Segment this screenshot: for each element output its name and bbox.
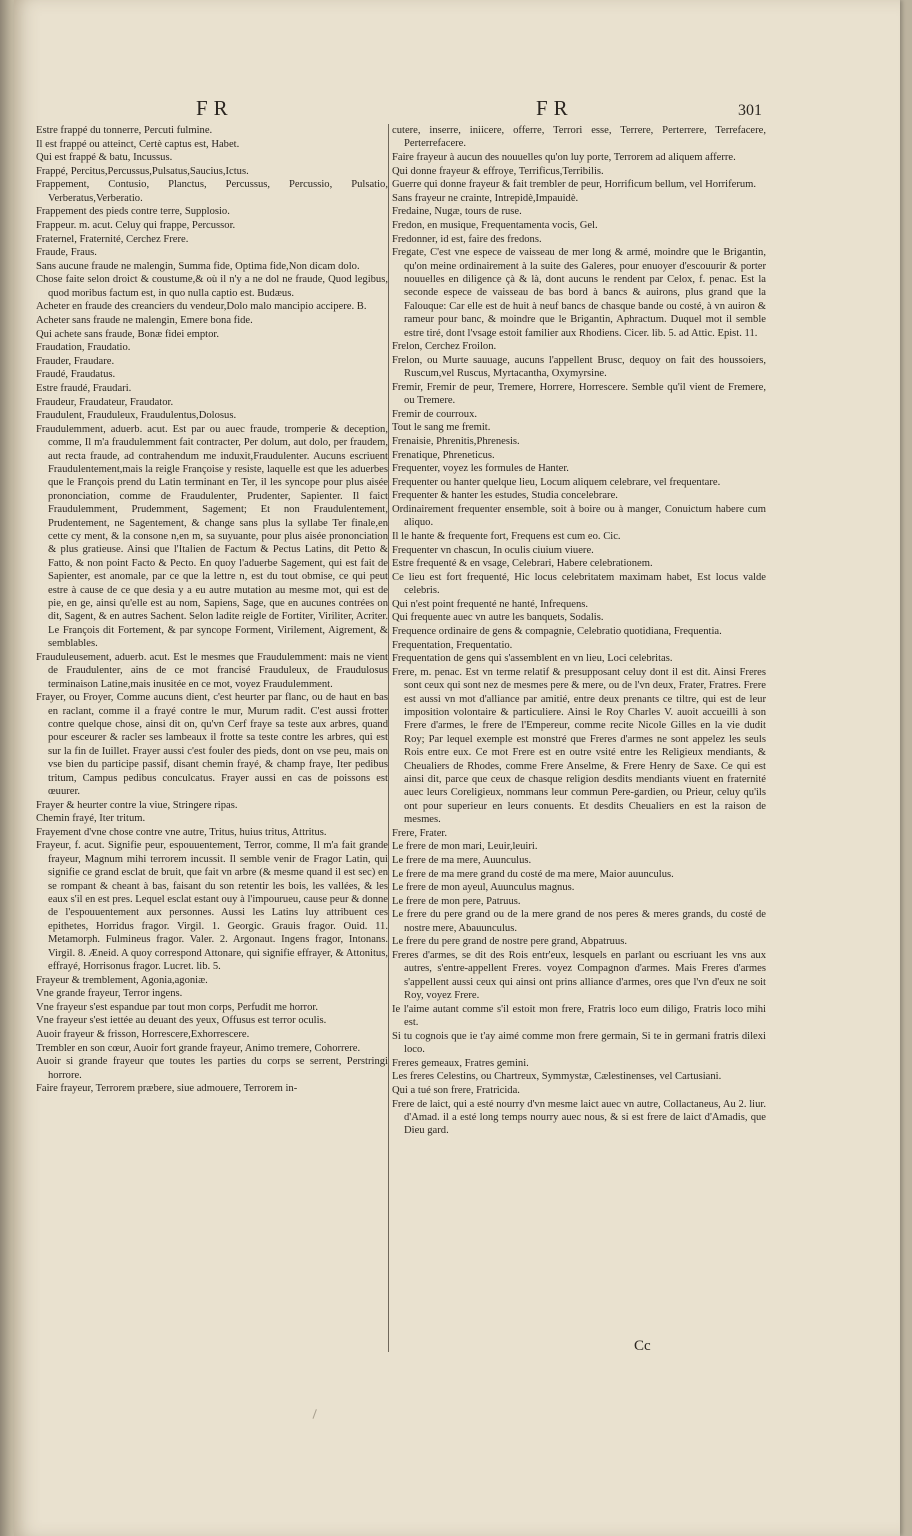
dictionary-entry: Auoir frayeur & frisson, Horrescere,Exhorrescere. — [36, 1029, 250, 1041]
running-header-left: FR — [196, 96, 234, 120]
dictionary-entry: Faire frayeur à aucun des nouuelles qu'on luy porte, Terrorem ad aliquem afferre. — [392, 152, 736, 163]
dictionary-entry: Acheter en fraude des creanciers du vendeur,Dolo malo mancipio accipere. B. — [36, 301, 367, 313]
dictionary-entry: Frappeur. m. acut. Celuy qui frappe, Percussor. — [36, 219, 236, 231]
dictionary-entry: Si tu cognois que ie t'ay aimé comme mon frere germain, Si te in germani fratris dilexi loco. — [392, 1030, 766, 1056]
dictionary-entry: Ordinairement frequenter ensemble, soit à boire ou à manger, Conuictum habere cum aliquo. — [392, 503, 766, 529]
dictionary-entry: Frequenter & hanter les estudes, Studia concelebrare. — [392, 490, 618, 502]
dictionary-entry: Fremir, Fremir de peur, Tremere, Horrere, Horrescere. Semble qu'il vient de Fremere, ou Tremere. — [392, 381, 766, 407]
dictionary-entry: Chose faite selon droict & coustume,& où il n'y a ne dol ne fraude, Quod legibus, quod moribus factum est, in quo nulla captio est. Budæus. — [36, 274, 388, 299]
dictionary-entry: Trembler en son cœur, Auoir fort grande frayeur, Animo tremere, Cohorrere. — [36, 1042, 361, 1054]
right-column — [392, 124, 766, 1138]
dictionary-entry: Le frere du pere grand de nostre pere grand, Abpatruus. — [392, 936, 628, 948]
dictionary-entry: Fraudation, Fraudatio. — [36, 342, 131, 354]
dictionary-entry: Qui est frappé & batu, Incussus. — [36, 152, 173, 164]
dictionary-entry: Le frere de mon mari, Leuir,leuiri. — [392, 841, 538, 853]
dictionary-entry: Fraude, Fraus. — [36, 247, 97, 259]
dictionary-entry: Frequence ordinaire de gens & compagnie, Celebratio quotidiana, Frequentia. — [392, 625, 722, 637]
dictionary-entry: Le frere de mon ayeul, Auunculus magnus. — [392, 882, 575, 894]
running-header-right: FR — [536, 96, 574, 120]
dictionary-entry: Frenaisie, Phrenitis,Phrenesis. — [392, 435, 520, 447]
dictionary-entry: Frayement d'vne chose contre vne autre, Tritus, huius tritus, Attritus. — [36, 826, 327, 838]
dictionary-entry: Il le hante & frequente fort, Frequens est cum eo. Cic. — [392, 530, 621, 542]
dictionary-entry: Fraudé, Fraudatus. — [36, 369, 116, 381]
dictionary-entry: Frere, Frater. — [392, 827, 448, 839]
dictionary-entry: Tout le sang me fremit. — [392, 422, 491, 434]
dictionary-entry: Frappement des pieds contre terre, Supplosio. — [36, 206, 230, 218]
dictionary-entry: Frayer, ou Froyer, Comme aucuns dient, c'est heurter par flanc, ou de haut en bas en raclant, comme il a frayé contre le mur, Murum radit. C'est aussi frotter contre quelque chose, ainsi dit on, qu'vn Cerf fraye sa teste aux arbres, quand pour esceurer & racler ses lambeaux il frotte sa teste contre les arbres, qui est sur la fin de Iuillet. Frayer aussi c'est fouler des pieds, dont on vse peu, mais on vse bien du participe passif, disant chemin frayé, & champ fraye, Iter pedibus tritum, Campus pedibus conculcatus. Frayer aussi en cas de poissons est œuurer. — [36, 692, 388, 798]
dictionary-entry: Estre frequenté & en vsage, Celebrari, Habere celebrationem. — [392, 558, 653, 570]
page-number: 301 — [738, 102, 762, 119]
dictionary-entry: Fredonner, id est, faire des fredons. — [392, 233, 542, 245]
dictionary-entry: Frere, m. penac. Est vn terme relatif & presupposant celuy dont il est dit. Ainsi Freres sont ceux qui sont nez de mesmes pere & mere, ou de l'vn deux, Frater, Fratres. Frere est aussi vn mot d'alliance par amitié, entre deux prenants ce tiltre, qui est de leur imposition volontaire & particuliere. Ainsi le Roy Charles V. auoit accueilli à son Frere d'armes, le frere de l'Empereur, comme recite Nicole Gilles en la vie dudit Roy; Par lequel exemple est monstré que Freres d'armes ne sont appelez les seuls Rois entre eux. Ce mot Frere est en outre vsité entre les Religieux mendiants, & Cheualiers de Rhodes, comme Frere Anselme, & Frere Henry de Saxe. Ce qui est ainsi dit, parce que ceux de chasque religion desdits mendiants viuent en fraternité auec leurs Coreligieux, nommans leur commun Pere-gardien, ou Prieur, celuy qu'ils ont pour superieur en leurs conuents. Et desdits Cheualiers en est la raison de mesmes. — [392, 666, 766, 826]
dictionary-entry: Frayeur & tremblement, Agonia,agoniæ. — [36, 974, 208, 986]
dictionary-entry: Frauduleusement, aduerb. acut. Est le mesmes que Fraudulemment: mais ne vient de Fraudulenter, ains de ce mot francisé Frauduleux, de Fraudulosus terminaison Latine,mais inusitée en ce mot, voyez Fraudulemment. — [36, 651, 388, 690]
dictionary-entry: Frappé, Percitus,Percussus,Pulsatus,Saucius,Ictus. — [36, 165, 249, 177]
signature-mark: Cc — [634, 1338, 651, 1354]
dictionary-entry: Guerre qui donne frayeur & fait trembler de peur, Horrificum bellum, vel Horriferum. — [392, 179, 757, 191]
dictionary-entry: Estre frappé du tonnerre, Percuti fulmine. — [36, 125, 213, 136]
dictionary-entry: Vne frayeur s'est iettée au deuant des yeux, Offusus est terror oculis. — [36, 1015, 327, 1027]
dictionary-entry: Ie l'aime autant comme s'il estoit mon frere, Fratris loco eum diligo, Fratris loco mihi est. — [392, 1003, 766, 1029]
dictionary-entry: Fraternel, Fraternité, Cerchez Frere. — [36, 233, 189, 245]
dictionary-entry: cutere, inserre, iniicere, offerre, Terrori esse, Terrere, Perterrere, Terrefacere, Perterrefacere. — [392, 125, 766, 150]
dictionary-entry: Estre fraudé, Fraudari. — [36, 382, 132, 394]
dictionary-entry: Qui donne frayeur & effroye, Terrificus,Terribilis. — [392, 165, 604, 177]
dictionary-entry: Vne frayeur s'est espandue par tout mon corps, Perfudit me horror. — [36, 1001, 318, 1013]
dictionary-entry: Le frere de ma mere, Auunculus. — [392, 854, 532, 866]
dictionary-entry: Ce lieu est fort frequenté, Hic locus celebritatem maximam habet, Est locus valde celebris. — [392, 571, 766, 597]
dictionary-entry: Sans frayeur ne crainte, Intrepidè,Impauidè. — [392, 192, 579, 204]
dictionary-entry: Qui n'est point frequenté ne hanté, Infrequens. — [392, 598, 589, 610]
dictionary-entry: Sans aucune fraude ne malengin, Summa fide, Optima fide,Non dicam dolo. — [36, 260, 360, 272]
dictionary-entry: Fraudulent, Frauduleux, Fraudulentus,Dolosus. — [36, 410, 237, 422]
column-divider — [388, 124, 389, 1352]
dictionary-entry: Acheter sans fraude ne malengin, Emere bona fide. — [36, 314, 253, 326]
dictionary-entry: Il est frappé ou atteinct, Certè captus est, Habet. — [36, 138, 240, 150]
dictionary-entry: Frelon, ou Murte sauuage, aucuns l'appellent Brusc, dequoy on fait des houssoiers, Ruscum,vel Ruscus, Myrtacantha, Oxymyrsine. — [392, 354, 766, 380]
dictionary-entry: Frequenter vn chascun, In oculis ciuium viuere. — [392, 544, 594, 556]
ink-mark — [313, 1409, 323, 1421]
dictionary-entry: Qui a tué son frere, Fratricida. — [392, 1084, 520, 1096]
dictionary-entry: Frequentation, Frequentatio. — [392, 639, 513, 651]
dictionary-entry: Le frere de ma mere grand du costé de ma mere, Maior auunculus. — [392, 868, 674, 880]
dictionary-entry: Frequenter ou hanter quelque lieu, Locum aliquem celebrare, vel frequentare. — [392, 476, 721, 488]
dictionary-page — [14, 0, 900, 1536]
dictionary-entry: Freres d'armes, se dit des Rois entr'eux, lesquels en parlant ou escriuant les vns aux autres, s'entre-appellent Freres. voyez Compagnon d'armes. Mais Freres d'armes s'appellent aussi ceux qui ainsi ont prins alliance d'armes, ores que l'vn d'eux ne soit Roy, voyez Frere. — [392, 949, 766, 1002]
book-gutter — [0, 0, 14, 1536]
dictionary-entry: Fraudulemment, aduerb. acut. Est par ou auec fraude, tromperie & deception, comme, Il m'a fraudulemment fait contracter, Per dolum, aut dolo, per fraudem, aut recta fraude, ad contrahendum me induxit,Fraudulenter. Aucuns escriuent Fraudulentement,mais la reigle Françoise y resiste, laquelle est que les aduerbes que le François prend du Latin terminant en Ter, il les syncope pour plus aisée prononciation, comme de Fraudulenter, Prudenter, Sapienter. Il faict Fraudulemment, Prudemment, Sagement; Et non Fraudulentement, Prudentement, ne Sagentement, & change sans plus la syllabe Ter finale,en cette cy ment, & la consone n,en m, sa suyuante, pour plus aisée prononciation & plus gratieuse. Ainsi que l'Italien de Factum & Pectus Latins, dit Petto & Fatto, & non point Facto & Pecto. En quoy l'aduerbe Sagement, qui est fait de Sapienter, est anomale, par ce que la lettre n, est du tout obmise, ce qui peut estre à cause de ce que desia y a eu autre mutation au mesme mot, qui est de pie, en ge, ainsi qu'elle est au nom, Sapiens, Sage, que en aucunes contrées on dit, Sagent, & en autres Sachent. Selon ladite reigle de Fortiter, Viriliter, Acriter. Le François dit Fortement, & par syncope Forment, Virilement, Aigrement, & semblables. — [36, 423, 388, 650]
dictionary-entry: Faire frayeur, Terrorem præbere, siue admouere, Terrorem in- — [36, 1083, 298, 1095]
dictionary-entry: Le frere du pere grand ou de la mere grand de nos peres & meres grands, du costé de nostre mere, Abauunculus. — [392, 909, 766, 934]
dictionary-entry: Frelon, Cerchez Froilon. — [392, 341, 497, 353]
dictionary-entry: Qui frequente auec vn autre les banquets, Sodalis. — [392, 612, 604, 624]
dictionary-entry: Fraudeur, Fraudateur, Fraudator. — [36, 396, 174, 408]
dictionary-entry: Les freres Celestins, ou Chartreux, Symmystæ, Cælestinenses, vel Cartusiani. — [392, 1071, 722, 1083]
dictionary-entry: Le frere de mon pere, Patruus. — [392, 895, 521, 907]
dictionary-entry: Freres gemeaux, Fratres gemini. — [392, 1057, 529, 1069]
dictionary-entry: Frequenter, voyez les formules de Hanter. — [392, 463, 569, 475]
dictionary-entry: Fregate, C'est vne espece de vaisseau de mer long & armé, moindre que le Brigantin, qu'on meine ordinairement à la suite des Galeres, pour enuoyer d'escouurir & porter nouuelles en diligence çà & là, dont aucuns le rendent par Celox, f. penac. Est la seconde espece de vaisseau de bas bord à bancs & auirons, plus grand que la Falouque: Car elle est de huit à neuf bancs de chasque bande ou costé, à vn auiron & rameur pour banc, & moindre que le Brigantin, Aphractum. Duquel mot il semble estre tiré, dont l'vsage estoit familier aux Rhodiens. Cicer. lib. 5. ad Attic. Epist. 11. — [392, 247, 766, 339]
dictionary-entry: Fredaine, Nugæ, tours de ruse. — [392, 206, 522, 218]
left-column — [36, 124, 388, 1096]
dictionary-entry: Frayer & heurter contre la viue, Stringere ripas. — [36, 799, 238, 811]
dictionary-entry: Frayeur, f. acut. Signifie peur, espouuentement, Terror, comme, Il m'a fait grande frayeur, Magnum mihi terrorem incussit. Il semble venir de Fragor Latin, qui signifie ce grand esclat de bruit, que fait vn arbre (& mesme quand il est sec) en se rompant & cheant à bas, faisant du son retentir les bois, les vallées, & les eaux s'il en est pres. Lequel esclat estant ouy à l'impourueu, cause peur & donne de l'espouuentement aux personnes. Aussi les Latins luy attribuent ces epithetes, Horridus fragor. Virgil. 1. Georgic. Grauis fragor. Ouid. 11. Metamorph. Fulmineus fragor. Valer. 2. Argonaut. Ingens fragor, Intonans. Virgil. 8. Æneid. A quoy correspond Attonare, qui signifie effrayer, & Attonitus, effrayé, Horrisonus fragor. Lucret. lib. 5. — [36, 840, 388, 973]
dictionary-entry: Frere de laict, qui a esté nourry d'vn mesme laict auec vn autre, Collactaneus, Au 2. liur. d'Amad. il a esté long temps nourry auec nous, & si est frere de laict d'Amadis, que Dieu gard. — [392, 1098, 766, 1137]
dictionary-entry: Chemin frayé, Iter tritum. — [36, 813, 146, 825]
dictionary-entry: Auoir si grande frayeur que toutes les parties du corps se serrent, Perstringi horrore. — [36, 1056, 388, 1081]
dictionary-entry: Vne grande frayeur, Terror ingens. — [36, 988, 183, 1000]
dictionary-entry: Fredon, en musique, Frequentamenta vocis, Gel. — [392, 219, 598, 231]
dictionary-entry: Qui achete sans fraude, Bonæ fidei emptor. — [36, 328, 219, 340]
dictionary-entry: Frappement, Contusio, Planctus, Percussus, Percussio, Pulsatio, Verberatus,Verberatio. — [36, 179, 388, 204]
dictionary-entry: Frequentation de gens qui s'assemblent en vn lieu, Loci celebritas. — [392, 653, 673, 665]
dictionary-entry: Frauder, Fraudare. — [36, 355, 115, 367]
dictionary-entry: Fremir de courroux. — [392, 408, 478, 420]
dictionary-entry: Frenatique, Phreneticus. — [392, 449, 495, 461]
